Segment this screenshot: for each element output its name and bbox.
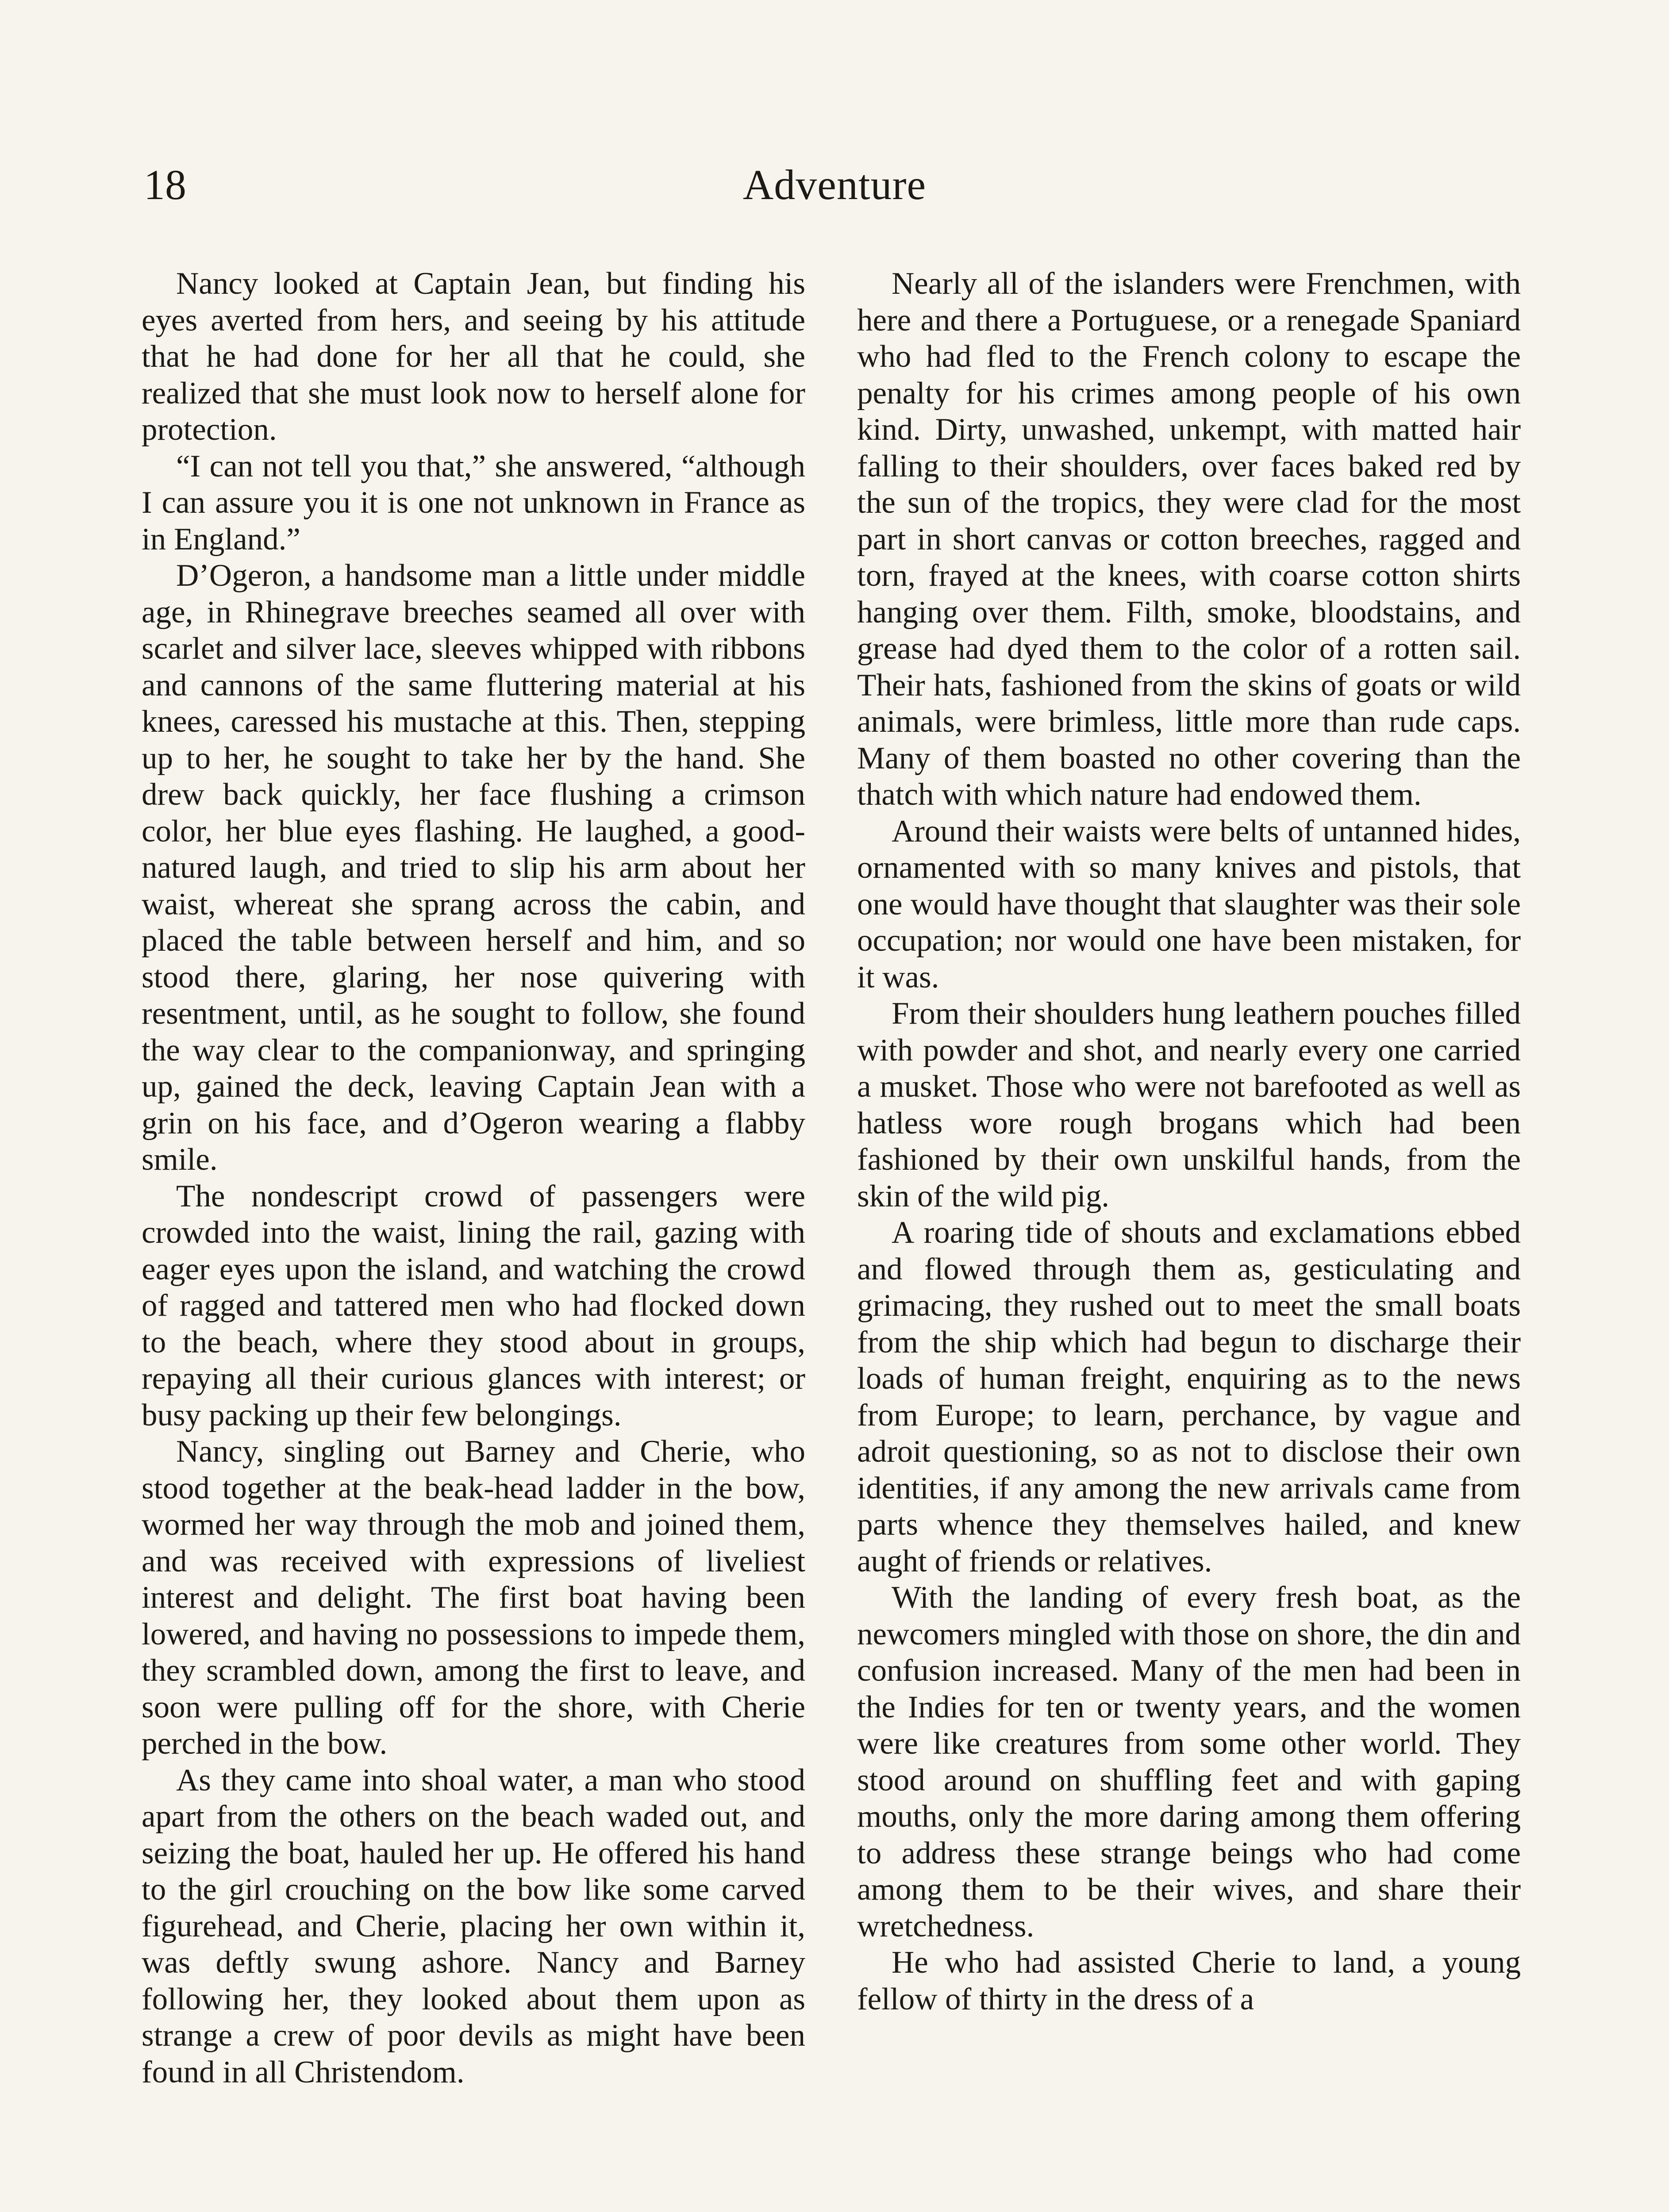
paragraph: A roaring tide of shouts and exclamations ebbed and flowed through them as, gesticulating and grimacing, they rushed out to meet the small boats from the ship which had begun to discharge their loads of human freight, enquiring as to the news from Europe; to learn, perchance, by vague and adroit questioning, so as not to disclose their own identities, if any among the new arrivals came from parts whence they themselves hailed, and knew aught of friends or relatives. (857, 1215, 1521, 1578)
paragraph: With the landing of every fresh boat, as the newcomers mingled with those on shore, the din and confusion increased. Many of the men had been in the Indies for ten or twenty years, and the women were like creatures from some other world. They stood around on shuffling feet and with gaping mouths, only the more daring among them offering to address these strange beings who had come among them to be their wives, and share their wretchedness. (857, 1580, 1521, 1943)
paragraph: As they came into shoal water, a man who stood apart from the others on the beach waded out, and seizing the boat, hauled her up. He offered his hand to the girl crouching on the bow like some carved figurehead, and Cherie, placing her own within it, was deftly swung ashore. Nancy and Barney following her, they looked about them upon as strange a crew of poor devils as might have been found in all Christendom. (142, 1763, 805, 2089)
paragraph: He who had assisted Cherie to land, a young fellow of thirty in the dress of a (857, 1945, 1521, 2016)
paragraph: Around their waists were belts of untanned hides, ornamented with so many knives and pistols, that one would have thought that slaughter was their sole occupation; nor would one have been mistaken, for it was. (857, 814, 1521, 995)
paragraph: The nondescript crowd of passengers were crowded into the waist, lining the rail, gazing with eager eyes upon the island, and watching the crowd of ragged and tattered men who had flocked down to the beach, where they stood about in groups, repaying all their curious glances with interest; or busy packing up their few belongings. (142, 1179, 805, 1432)
paragraph: D’Ogeron, a handsome man a little under middle age, in Rhinegrave breeches seamed all over with scarlet and silver lace, sleeves whipped with ribbons and cannons of the same fluttering material at his knees, caressed his mustache at this. Then, stepping up to her, he sought to take her by the hand. She drew back quickly, her face flushing a crimson color, her blue eyes flashing. He laughed, a good-natured laugh, and tried to slip his arm about her waist, whereat she sprang across the cabin, and placed the table between herself and him, and so stood there, glaring, her nose quivering with resentment, until, as he sought to follow, she found the way clear to the companionway, and springing up, gained the deck, leaving Captain Jean with a grin on his face, and d’Ogeron wearing a flabby smile. (142, 558, 805, 1177)
left-text-column (142, 265, 805, 2090)
paragraph: From their shoulders hung leathern pouches filled with powder and shot, and nearly every one carried a musket. Those who were not barefooted as well as hatless wore rough brogans which had been fashioned by their own unskilful hands, from the skin of the wild pig. (857, 996, 1521, 1214)
paragraph: “I can not tell you that,” she answered, “although I can assure you it is one not unknown in France as in England.” (142, 449, 805, 557)
right-text-column (857, 265, 1521, 2017)
paragraph: Nearly all of the islanders were Frenchmen, with here and there a Portuguese, or a renegade Spaniard who had fled to the French colony to escape the penalty for his crimes among people of his own kind. Dirty, unwashed, unkempt, with matted hair falling to their shoulders, over faces baked red by the sun of the tropics, they were clad for the most part in short canvas or cotton breeches, ragged and torn, frayed at the knees, with coarse cotton shirts hanging over them. Filth, smoke, bloodstains, and grease had dyed them to the color of a rotten sail. Their hats, fashioned from the skins of goats or wild animals, were brimless, little more than rude caps. Many of them boasted no other covering than the thatch with which nature had endowed them. (857, 266, 1521, 812)
running-head: Adventure (742, 161, 927, 208)
paragraph: Nancy looked at Captain Jean, but finding his eyes averted from hers, and seeing by his attitude that he had done for her all that he could, she realized that she must look now to herself alone for protection. (142, 266, 805, 447)
page-number: 18 (144, 161, 186, 208)
paragraph: Nancy, singling out Barney and Cherie, who stood together at the beak-head ladder in the bow, wormed her way through the mob and joined them, and was received with expressions of liveliest interest and delight. The first boat having been lowered, and having no possessions to impede them, they scrambled down, among the first to leave, and soon were pulling off for the shore, with Cherie perched in the bow. (142, 1434, 805, 1761)
